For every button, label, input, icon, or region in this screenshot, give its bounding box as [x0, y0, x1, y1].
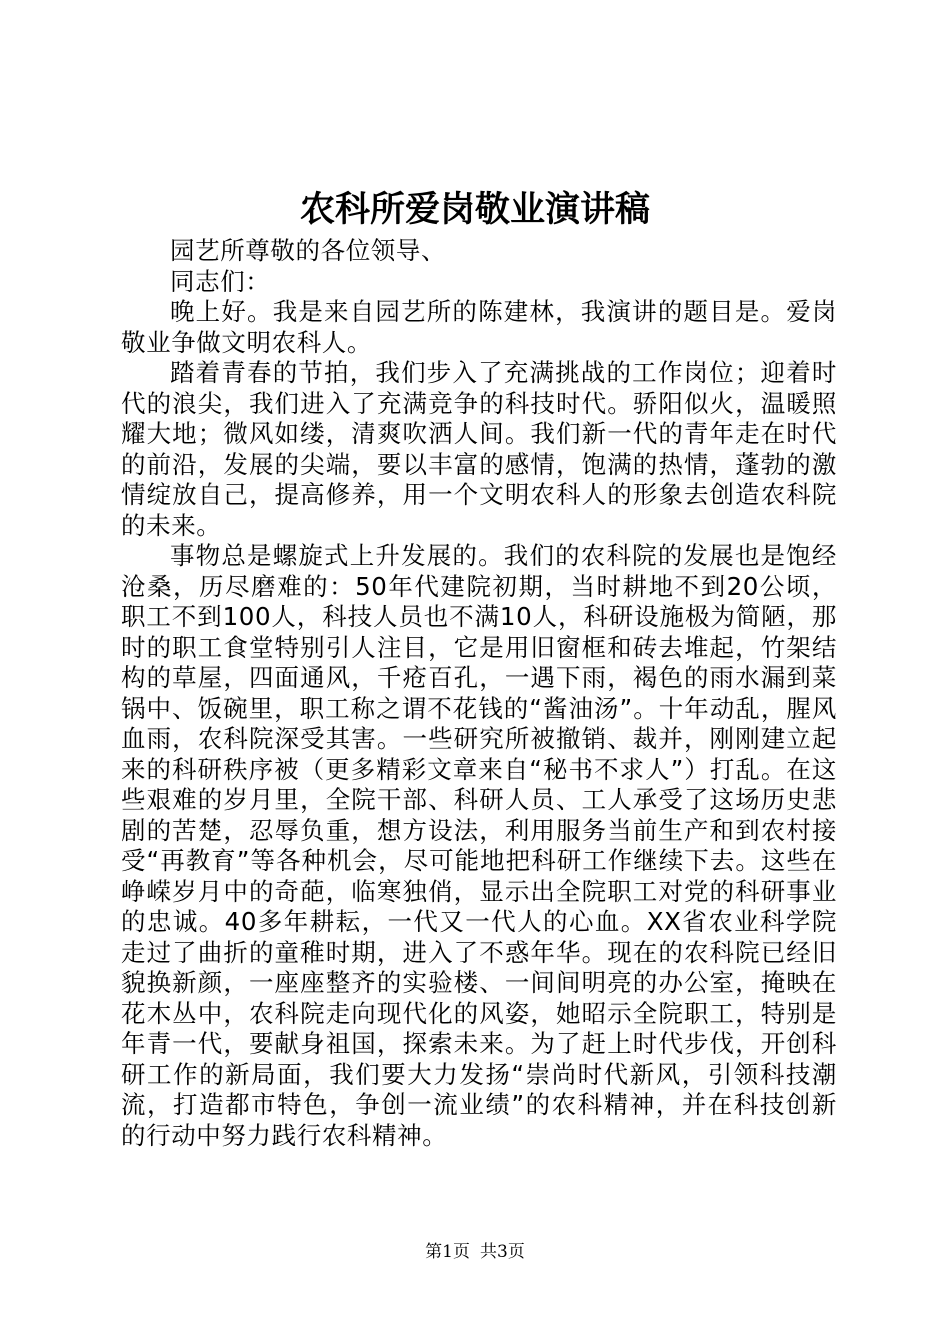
salutation-line-2: 同志们：: [170, 266, 271, 296]
salutation-line-1: 园艺所尊敬的各位领导、: [170, 236, 447, 265]
page-number: 第1页: [425, 1242, 470, 1262]
greeting-paragraph: 晚上好。我是来自园艺所的陈建林，我演讲的题目是。爱岗敬业争做文明农科人。: [121, 297, 837, 357]
document-title: 农科所爱岗敬业演讲稿: [299, 189, 650, 230]
page-footer: [0, 1240, 950, 1264]
body-paragraph: 事物总是螺旋式上升发展的。我们的农科院的发展也是饱经沧桑，历尽磨难的：50年代建院初期，当时耕地不到20公顷，职工不到100人，科技人员也不满10人，科研设施极为简陋，那时的职工食堂特别引人注目，它是用旧窗框和砖去堆起，竹架结构的草屋，四面通风，千疮百孔，一遇下雨，褐色的雨水漏到菜锅中、饭碗里，职工称之谓不花钱的“酱油汤”。十年动乱，腥风血雨，农科院深受其害。一些研究所被撤销、裁并，刚刚建立起来的科研秩序被（更多精彩文章来自“秘书不求人”）打乱。在这些艰难的岁月里，全院干部、科研人员、工人承受了这场历史悲剧的苦楚，忍辱负重，想方设法，利用服务当前生产和到农村接受“再教育”等各种机会，尽可能地把科研工作继续下去。这些在峥嵘岁月中的奇葩，临寒独俏，显示出全院职工对党的科研事业的忠诚。40多年耕耘，一代又一代人的心血。XX省农业科学院走过了曲折的童稚时期，进入了不惑年华。现在的农科院已经旧貌换新颜，一座座整齐的实验楼、一间间明亮的办公室，掩映在花木丛中，农科院走向现代化的风姿，她昭示全院职工，特别是年青一代，要献身祖国，探索未来。为了赶上时代步伐，开创科研工作的新局面，我们要大力发扬“崇尚时代新风，引领科技潮流，打造都市特色，争创一流业绩”的农科精神，并在科技创新的行动中努力践行农科精神。: [121, 541, 837, 1150]
document-body: [121, 236, 837, 1151]
body-paragraph: 踏着青春的节拍，我们步入了充满挑战的工作岗位；迎着时代的浪尖，我们进入了充满竞争的科技时代。骄阳似火，温暖照耀大地；微风如缕，清爽吹洒人间。我们新一代的青年走在时代的前沿，发展的尖端，要以丰富的感情，饱满的热情，蓬勃的激情绽放自己，提高修养，用一个文明农科人的形象去创造农科院的未来。: [121, 358, 837, 540]
page-total: 共3页: [480, 1242, 525, 1262]
